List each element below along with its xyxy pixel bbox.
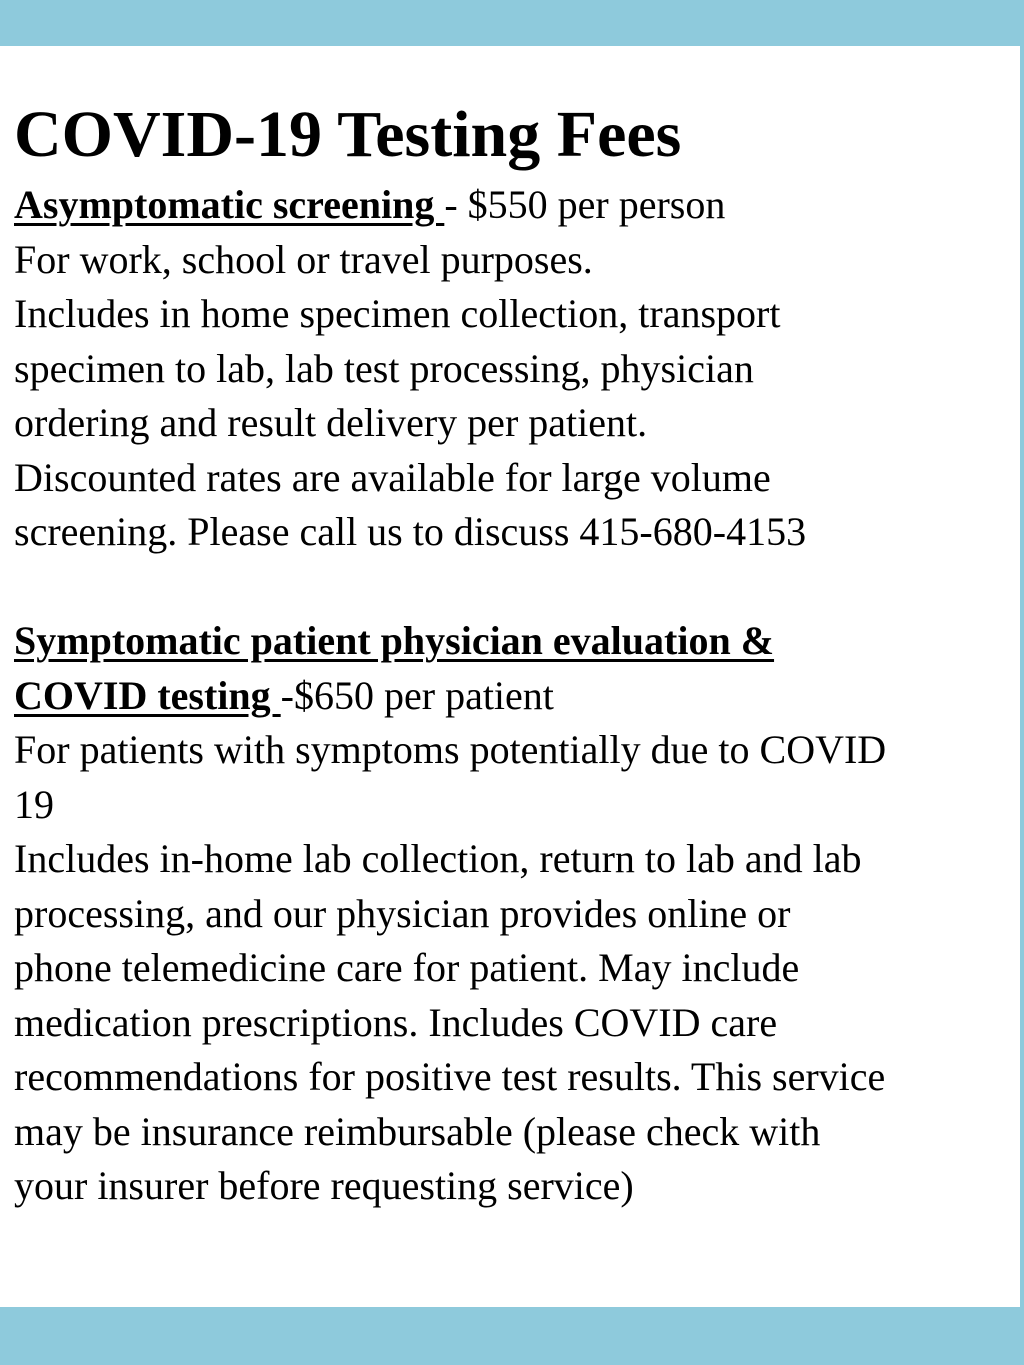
- symptomatic-includes-line-6: may be insurance reimbursable (please check with: [14, 1108, 821, 1154]
- page-title: COVID-19 Testing Fees: [14, 98, 682, 171]
- asymptomatic-includes-line-2: specimen to lab, lab test processing, physician: [14, 345, 754, 391]
- symptomatic-includes-line-7: your insurer before requesting service): [14, 1163, 634, 1208]
- asymptomatic-heading: Asymptomatic screening: [14, 182, 445, 227]
- asymptomatic-discount-line-2: screening. Please call us to discuss 415-680-4153: [14, 509, 807, 554]
- symptomatic-includes-line-3: phone telemedicine care for patient. May include: [14, 945, 800, 990]
- symptomatic-heading-line-2: [14, 669, 1014, 724]
- symptomatic-price: -$650 per patient: [280, 672, 554, 718]
- symptomatic-purpose-line-2: 19: [14, 781, 54, 827]
- right-edge-border: [1020, 0, 1024, 1365]
- symptomatic-heading-line-1: [14, 614, 1014, 669]
- asymptomatic-discount-line-1: Discounted rates are available for large volume: [14, 454, 771, 500]
- section-spacer: [14, 560, 1014, 615]
- symptomatic-heading-part-2: COVID testing: [14, 672, 281, 718]
- symptomatic-section: [14, 614, 1014, 1214]
- symptomatic-includes-line-2: processing, and our physician provides online or: [14, 890, 791, 936]
- fees-document: [14, 92, 1014, 1214]
- asymptomatic-heading-line: [14, 178, 1014, 233]
- bottom-color-band: [0, 1307, 1024, 1365]
- symptomatic-heading-part-1: Symptomatic patient physician evaluation &: [14, 618, 775, 663]
- symptomatic-includes-line-4: medication prescriptions. Includes COVID care: [14, 999, 778, 1045]
- asymptomatic-includes-line-3: ordering and result delivery per patient.: [14, 400, 648, 445]
- asymptomatic-price: - $550 per person: [444, 182, 726, 227]
- symptomatic-purpose-line-1: For patients with symptoms potentially due to COVID: [14, 727, 887, 772]
- asymptomatic-section: [14, 178, 1014, 560]
- asymptomatic-includes-line-1: Includes in home specimen collection, transport: [14, 291, 781, 336]
- asymptomatic-purpose: For work, school or travel purposes.: [14, 236, 593, 282]
- top-color-band: [0, 0, 1024, 46]
- symptomatic-includes-line-5: recommendations for positive test results. This service: [14, 1054, 886, 1099]
- symptomatic-includes-line-1: Includes in-home lab collection, return to lab and lab: [14, 836, 862, 881]
